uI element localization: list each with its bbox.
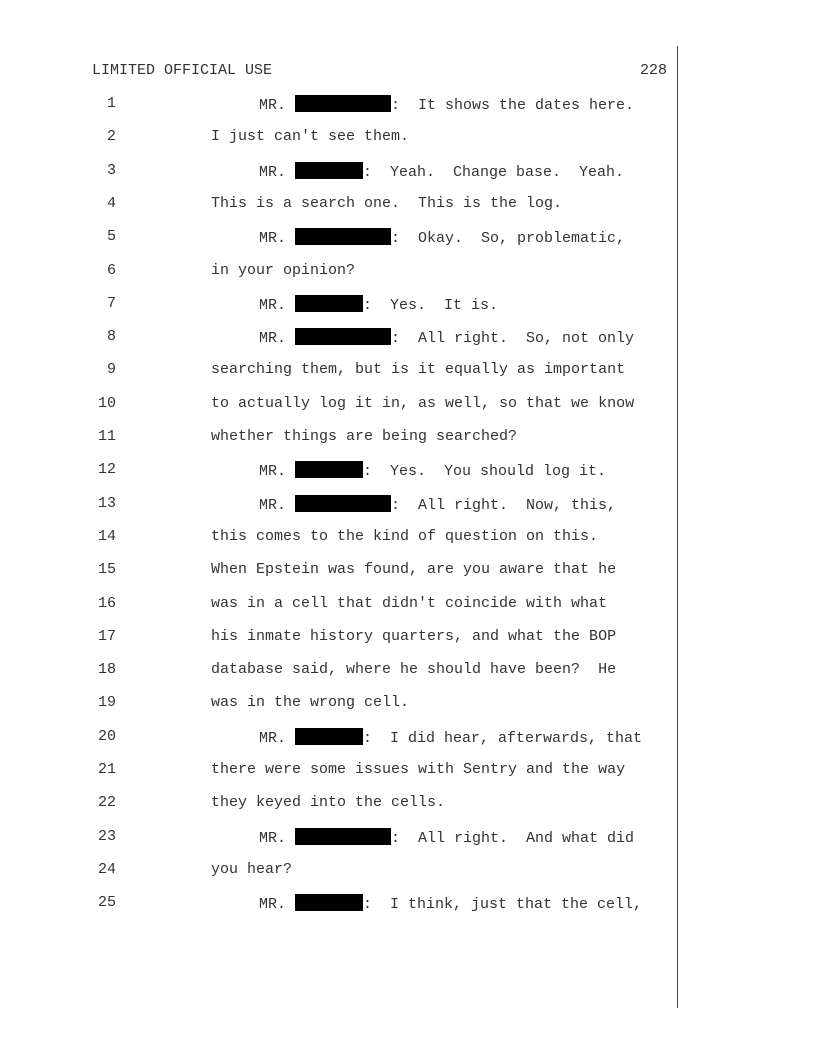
transcript-line xyxy=(0,528,816,548)
continuation-line xyxy=(211,528,598,545)
line-content: they keyed into the cells. xyxy=(211,794,446,812)
redaction-box xyxy=(295,228,391,245)
transcript-line xyxy=(0,328,816,348)
line-content: in your opinion? xyxy=(211,261,356,279)
continuation-line xyxy=(211,694,409,711)
line-number: 1 xyxy=(106,95,116,112)
transcript-line xyxy=(0,95,816,115)
continuation-line xyxy=(211,761,625,778)
redaction-box xyxy=(295,495,391,512)
line-content: This is a search one. This is the log. xyxy=(211,194,563,212)
line-number: 20 xyxy=(97,727,116,745)
line-number: 5 xyxy=(106,228,116,246)
continuation-line xyxy=(211,561,616,578)
line-content: : All right. So, not only xyxy=(391,330,635,348)
speaker-prefix: MR. xyxy=(259,330,296,348)
speaker-line xyxy=(259,295,498,314)
continuation-line xyxy=(211,128,409,145)
line-number: 17 xyxy=(97,627,116,645)
continuation-line xyxy=(211,195,562,212)
line-content: searching them, but is it equally as important xyxy=(211,361,626,379)
speaker-prefix: MR. xyxy=(259,496,296,514)
line-number: 19 xyxy=(97,694,116,712)
speaker-line xyxy=(259,162,624,181)
line-content: : Okay. So, problematic, xyxy=(391,230,626,248)
continuation-line xyxy=(211,395,634,412)
speaker-prefix: MR. xyxy=(259,729,296,747)
transcript-line xyxy=(0,361,816,381)
line-content: : I think, just that the cell, xyxy=(363,896,643,914)
speaker-line xyxy=(259,95,634,114)
line-content: : Yes. It is. xyxy=(363,296,499,314)
line-content: : All right. And what did xyxy=(391,829,635,847)
line-number: 21 xyxy=(97,761,116,778)
continuation-line xyxy=(211,428,517,445)
line-content: I just can't see them. xyxy=(211,128,410,146)
transcript-line xyxy=(0,461,816,481)
speaker-line xyxy=(259,495,616,514)
line-number: 10 xyxy=(97,394,116,412)
line-content: When Epstein was found, are you aware that he xyxy=(211,561,617,579)
line-number: 3 xyxy=(106,161,116,179)
page-number: 228 xyxy=(639,62,667,79)
line-content: whether things are being searched? xyxy=(211,428,518,445)
speaker-prefix: MR. xyxy=(259,829,296,847)
transcript-line xyxy=(0,561,816,581)
transcript-line xyxy=(0,162,816,182)
line-number: 18 xyxy=(97,661,116,679)
redaction-box xyxy=(295,828,391,845)
line-content: database said, where he should have been? He xyxy=(211,661,617,679)
redaction-box xyxy=(295,728,363,745)
line-number: 6 xyxy=(106,261,116,279)
transcript-line xyxy=(0,228,816,248)
line-number: 8 xyxy=(106,328,116,346)
line-content: his inmate history quarters, and what the BOP xyxy=(211,627,617,645)
line-number: 22 xyxy=(97,794,116,812)
speaker-line xyxy=(259,461,606,480)
line-number: 12 xyxy=(97,461,116,479)
redaction-box xyxy=(295,894,363,911)
transcript-line xyxy=(0,128,816,148)
line-number: 4 xyxy=(106,194,116,212)
continuation-line xyxy=(211,861,292,878)
line-number: 13 xyxy=(97,494,116,512)
redaction-box xyxy=(295,328,391,345)
continuation-line xyxy=(211,794,445,811)
transcript-line xyxy=(0,262,816,282)
transcript-line xyxy=(0,395,816,415)
speaker-line xyxy=(259,894,642,913)
transcript-line xyxy=(0,661,816,681)
continuation-line xyxy=(211,262,355,279)
line-content: : All right. Now, this, xyxy=(391,496,617,514)
transcript-line xyxy=(0,295,816,315)
line-content: there were some issues with Sentry and the way xyxy=(211,761,626,778)
line-number: 15 xyxy=(97,561,116,579)
continuation-line xyxy=(211,361,625,378)
redaction-box xyxy=(295,461,363,478)
redaction-box xyxy=(295,162,363,179)
transcript-line xyxy=(0,728,816,748)
line-number: 7 xyxy=(106,294,116,312)
speaker-prefix: MR. xyxy=(259,896,296,914)
speaker-prefix: MR. xyxy=(259,296,296,314)
line-content: to actually log it in, as well, so that we know xyxy=(211,394,635,412)
line-content: was in the wrong cell. xyxy=(211,694,410,712)
transcript-line xyxy=(0,195,816,215)
speaker-line xyxy=(259,728,642,747)
redaction-box xyxy=(295,95,391,112)
speaker-line xyxy=(259,228,625,247)
continuation-line xyxy=(211,595,607,612)
continuation-line xyxy=(211,628,616,645)
line-number: 11 xyxy=(97,428,116,445)
transcript-line xyxy=(0,861,816,881)
transcript-line xyxy=(0,428,816,448)
line-content: was in a cell that didn't coincide with what xyxy=(211,594,608,612)
line-content: you hear? xyxy=(211,860,293,878)
line-number: 16 xyxy=(97,594,116,612)
transcript-line xyxy=(0,794,816,814)
transcript-line xyxy=(0,761,816,781)
transcript-line xyxy=(0,694,816,714)
transcript-line xyxy=(0,595,816,615)
speaker-prefix: MR. xyxy=(259,230,296,248)
line-content: : Yeah. Change base. Yeah. xyxy=(363,163,625,181)
line-content: : It shows the dates here. xyxy=(391,97,635,114)
classification-header: LIMITED OFFICIAL USE xyxy=(92,62,273,79)
line-content: : Yes. You should log it. xyxy=(363,463,607,481)
transcript-line xyxy=(0,894,816,914)
line-number: 23 xyxy=(97,827,116,845)
redaction-box xyxy=(295,295,363,312)
line-content: this comes to the kind of question on this. xyxy=(211,527,599,545)
speaker-prefix: MR. xyxy=(259,463,296,481)
line-number: 9 xyxy=(106,361,116,379)
transcript-line xyxy=(0,628,816,648)
speaker-line xyxy=(259,828,634,847)
line-content: : I did hear, afterwards, that xyxy=(363,729,643,747)
speaker-prefix: MR. xyxy=(259,163,296,181)
line-number: 14 xyxy=(97,527,116,545)
continuation-line xyxy=(211,661,616,678)
transcript-line xyxy=(0,828,816,848)
speaker-line xyxy=(259,328,634,347)
speaker-prefix: MR. xyxy=(259,97,296,114)
transcript-line xyxy=(0,495,816,515)
line-number: 2 xyxy=(106,128,116,146)
line-number: 24 xyxy=(97,860,116,878)
line-number: 25 xyxy=(97,894,116,912)
